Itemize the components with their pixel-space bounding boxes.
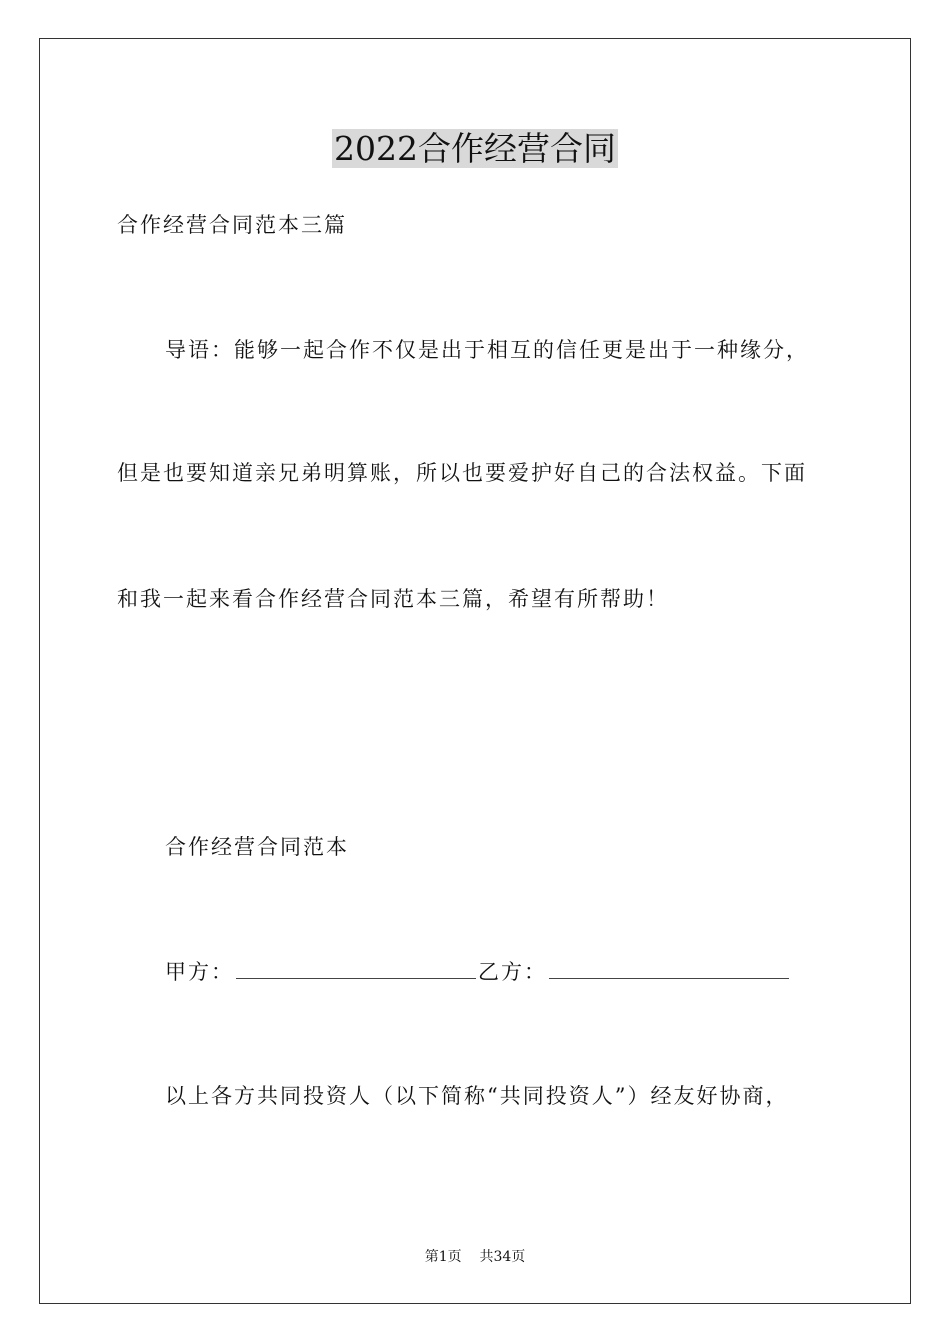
document-title-text: 2022合作经营合同: [334, 129, 616, 168]
party-a-label: 甲方：: [165, 960, 234, 984]
party-b-label: 乙方：: [478, 960, 547, 984]
party-b-blank: [549, 958, 789, 979]
page-number: 第1页: [424, 1249, 462, 1265]
intro-line-1: 导语：能够一起合作不仅是出于相互的信任更是出于一种缘分，: [165, 338, 809, 362]
parties-line: [165, 958, 791, 986]
page-footer: [0, 1248, 950, 1266]
page-total: 共34页: [479, 1249, 526, 1265]
section-heading: 合作经营合同范本: [165, 835, 349, 859]
intro-line-3: 和我一起来看合作经营合同范本三篇，希望有所帮助！: [117, 587, 669, 611]
body-paragraph: 以上各方共同投资人（以下简称“共同投资人”）经友好协商，: [165, 1084, 789, 1108]
document-title: [0, 128, 950, 170]
party-a-blank: [236, 958, 476, 979]
intro-line-2: 但是也要知道亲兄弟明算账，所以也要爱护好自己的合法权益。下面: [117, 461, 807, 485]
subtitle-line: 合作经营合同范本三篇: [117, 213, 347, 237]
